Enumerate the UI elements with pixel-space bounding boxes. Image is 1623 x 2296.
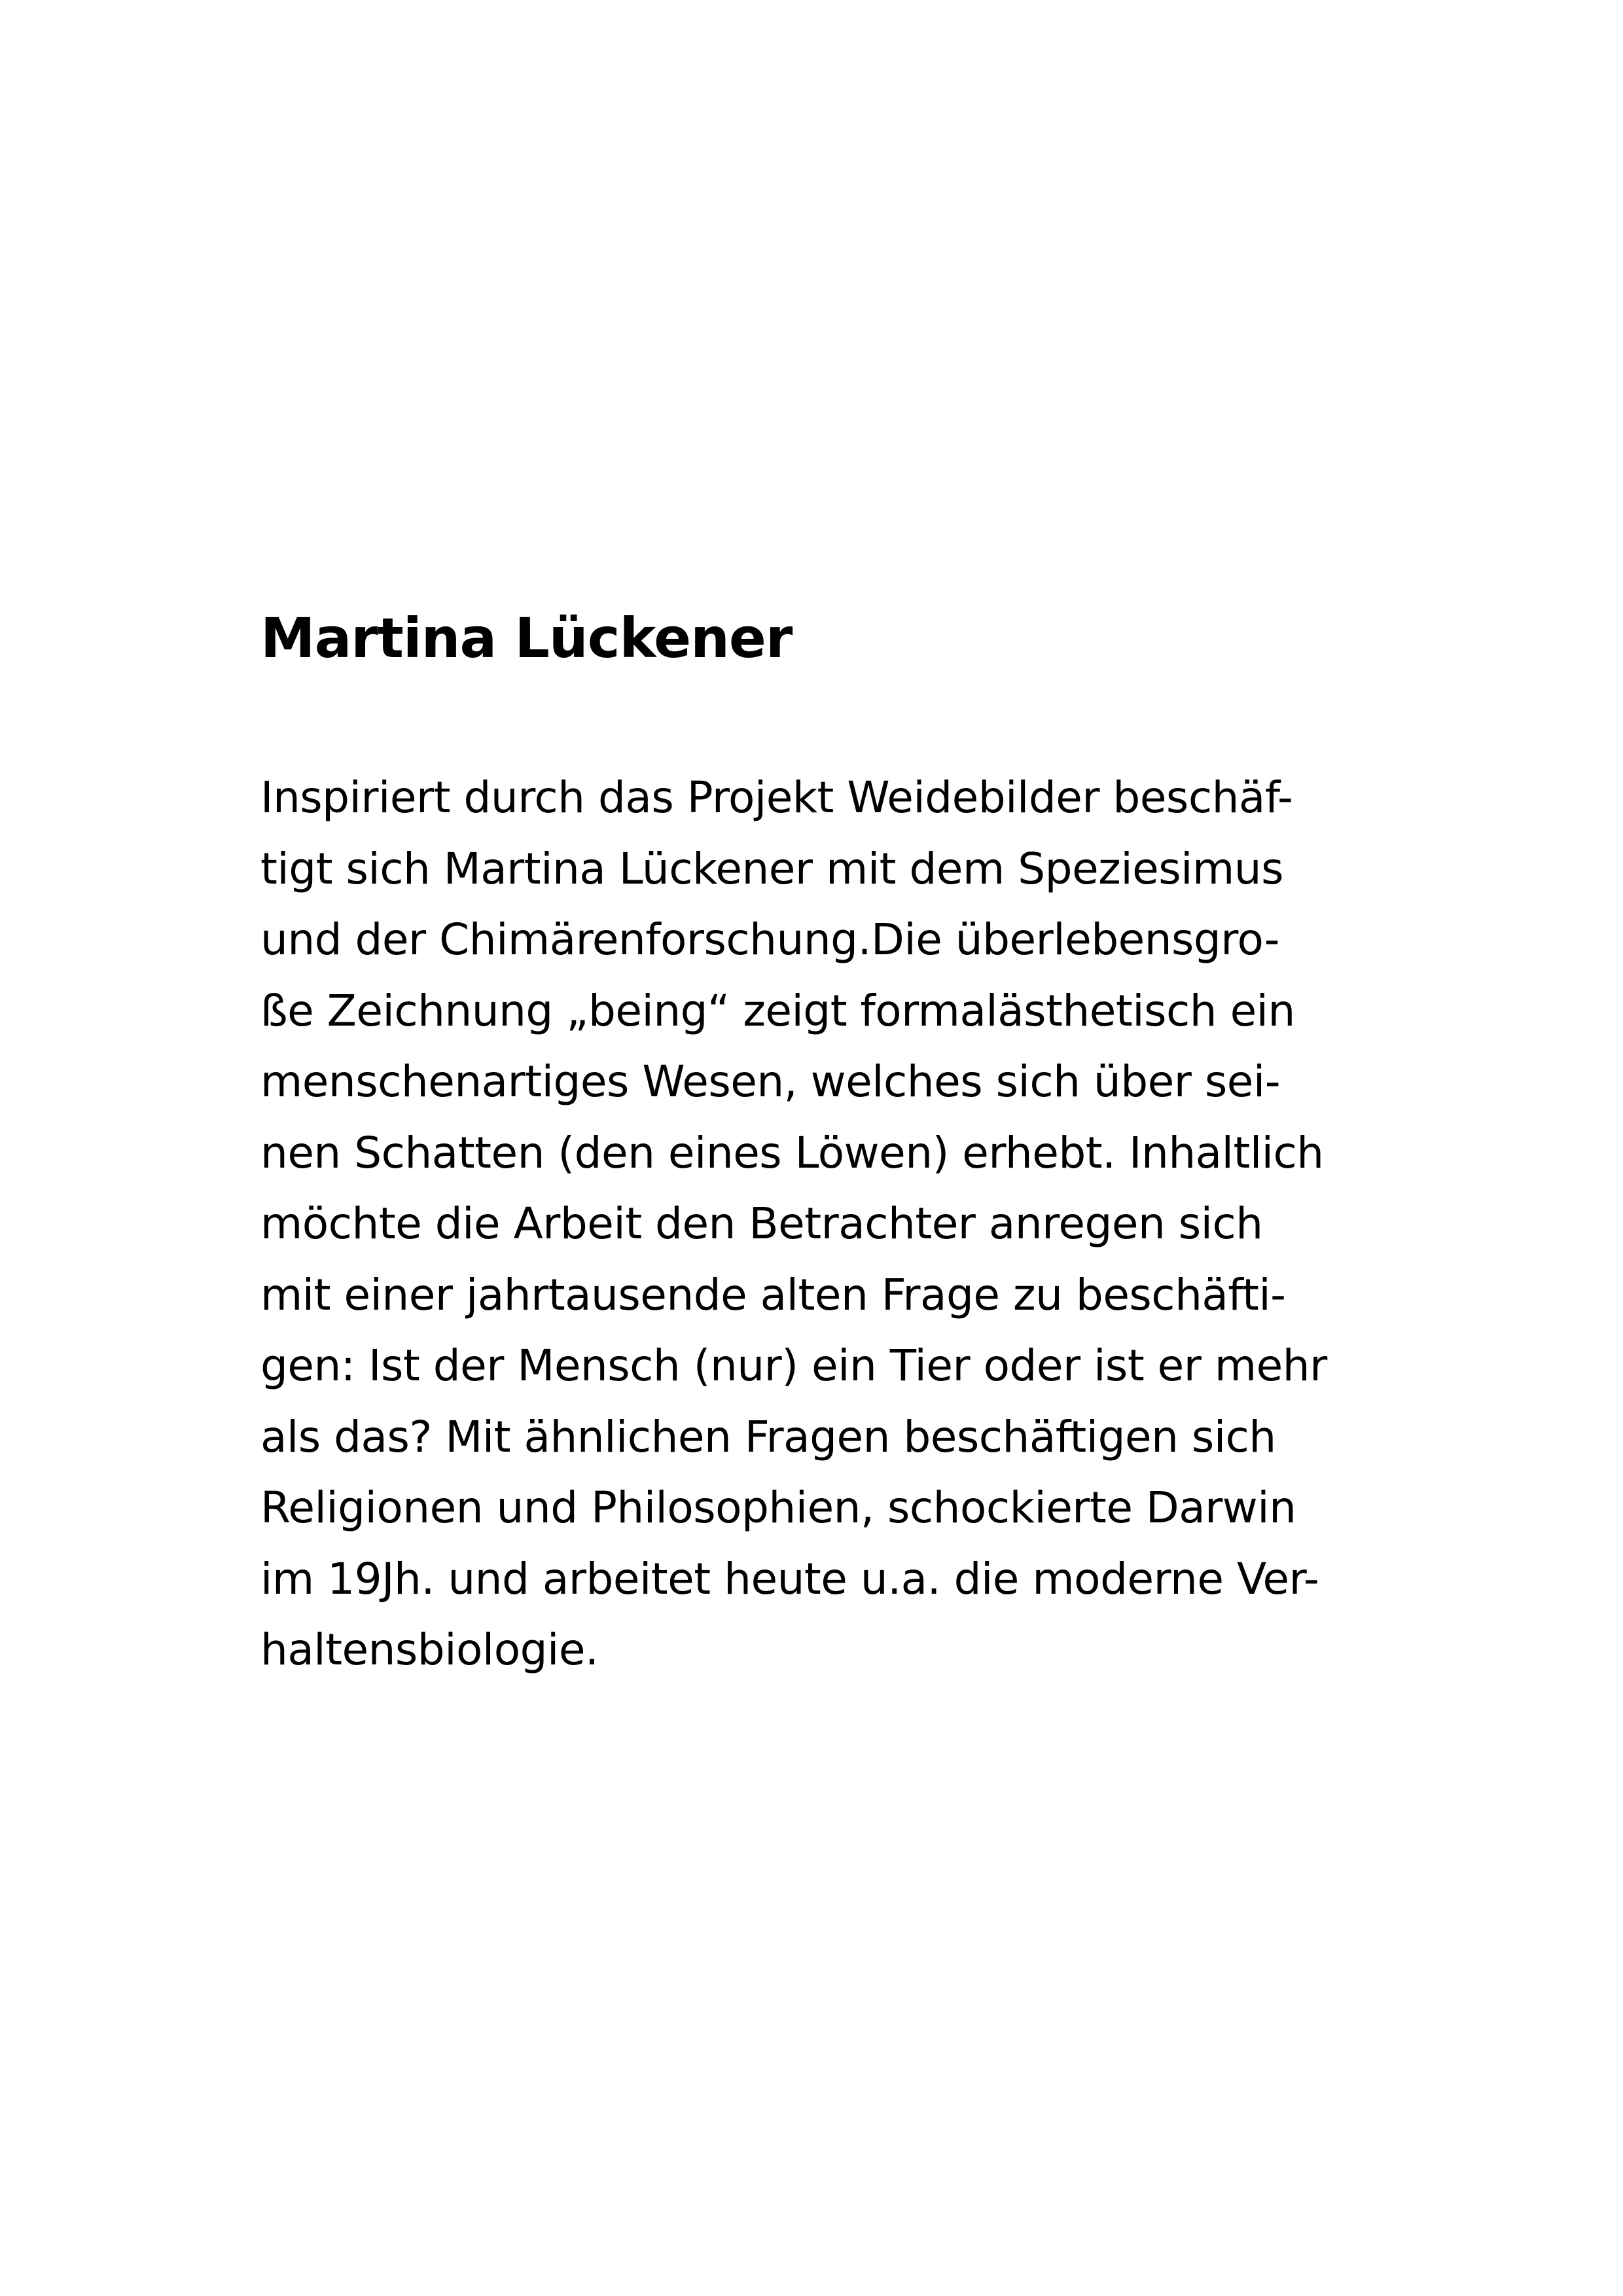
paragraph-line: und der Chimärenforschung.Die überlebensgro- bbox=[260, 914, 1279, 965]
paragraph-line: ße Zeichnung „being“ zeigt formalästhetisch ein bbox=[260, 985, 1295, 1036]
paragraph-line: möchte die Arbeit den Betrachter anregen sich bbox=[260, 1198, 1263, 1249]
paragraph-line: haltensbiologie. bbox=[260, 1624, 599, 1675]
paragraph-line: als das? Mit ähnlichen Fragen beschäftigen sich bbox=[260, 1411, 1276, 1462]
page-title: Martina Lückener bbox=[260, 606, 793, 670]
paragraph-line: Religionen und Philosophien, schockierte Darwin bbox=[260, 1482, 1296, 1533]
paragraph-line: gen: Ist der Mensch (nur) ein Tier oder ist er mehr bbox=[260, 1340, 1327, 1391]
paragraph-line: im 19Jh. und arbeitet heute u.a. die moderne Ver- bbox=[260, 1553, 1319, 1604]
paragraph-line: Inspiriert durch das Projekt Weidebilder beschäf- bbox=[260, 772, 1293, 823]
paragraph-line: nen Schatten (den eines Löwen) erhebt. Inhaltlich bbox=[260, 1127, 1324, 1178]
paragraph-line: mit einer jahrtausende alten Frage zu beschäfti- bbox=[260, 1269, 1286, 1320]
paragraph-line: menschenartiges Wesen, welches sich über sei- bbox=[260, 1056, 1281, 1107]
body-paragraph bbox=[260, 762, 1373, 1686]
paragraph-line: tigt sich Martina Lückener mit dem Speziesimus bbox=[260, 843, 1283, 894]
